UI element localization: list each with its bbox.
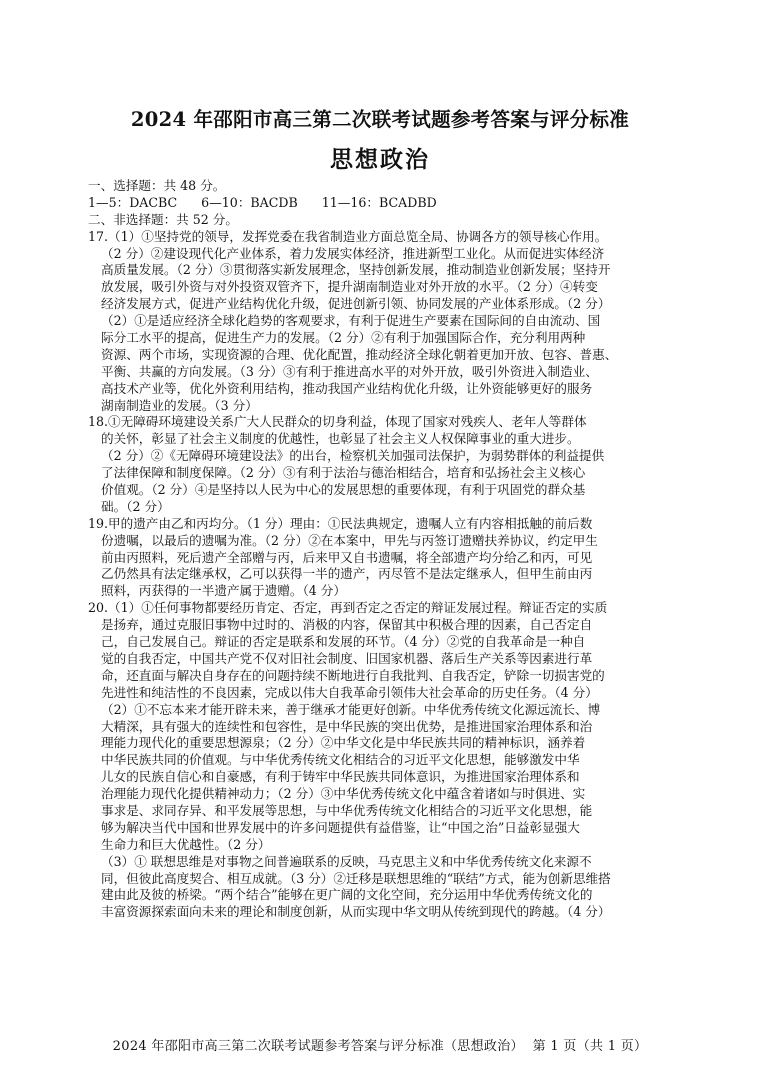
- text-line: 放发展，吸引外资与对外投资双管齐下，提升湖南制造业对外开放的水平。（2 分）④转变: [101, 279, 598, 295]
- text-line: 丰富资源探索面向未来的理论和制度创新，从而实现中华文明从传统到现代的跨越。（4 分）: [101, 904, 611, 920]
- text-line: 价值观。（2 分）④是坚持以人民为中心的发展思想的重要体现，有利于巩固党的群众基: [101, 482, 586, 498]
- text-line: 照料，丙获得的一半遗产属于遗赠。（4 分）: [101, 583, 346, 599]
- page-footer: 2024 年邵阳市高三第二次联考试题参考答案与评分标准（思想政治） 第 1 页（共 1 页）: [112, 1039, 648, 1054]
- text-line: 理能力现代化的重要思想源泉；（2 分）②中华文化是中华民族共同的精神标识，涵养着: [101, 735, 586, 751]
- text-line: 儿女的民族自信心和自豪感，有利于铸牢中华民族共同体意识，为推进国家治理体系和: [101, 769, 580, 785]
- text-line: （2 分）②《无障碍环境建设法》的出台，检察机关加强司法保护，为弱势群体的利益提供: [101, 448, 605, 464]
- text-line: 经济发展方式，促进产业结构优化升级，促进创新引领、协同发展的产业体系形成。（2 分）: [101, 296, 611, 312]
- text-line: 同，但彼此高度契合、相互成就。（3 分）②迁移是联想思维的“联结”方式，能为创新思维搭: [101, 870, 611, 886]
- text-line: 先进性和纯洁性的不良因素，完成以伟大自我革命引领伟大社会革命的历史任务。（4 分）: [101, 684, 598, 700]
- text-line: 大精深，具有强大的连续性和包容性，是中华民族的突出优势，是推进国家治理体系和治: [101, 718, 593, 734]
- text-line: （2）①是适应经济全球化趋势的客观要求，有利于促进生产要素在国际间的自由流动、国: [101, 313, 601, 329]
- text-line: 够为解决当代中国和世界发展中的许多问题提供有益借鉴，让“中国之治”日益彰显强大: [101, 819, 580, 835]
- text-line: 命，还直面与解决自身存在的问题持续不断地进行自我批判、自我否定，铲除一切损害党的: [101, 667, 605, 683]
- text-line: 际分工水平的提高，促进生产力的发展。（2 分）②有利于加强国际合作，充分利用两种: [101, 330, 586, 346]
- subject-title: 思想政治: [330, 146, 430, 173]
- text-line: （3）① 联想思维是对事物之间普遍联系的反映，马克思主义和中华优秀传统文化来源不: [101, 853, 592, 869]
- text-line: 的关怀，彰显了社会主义制度的优越性，也彰显了社会主义人权保障事业的重大进步。: [101, 431, 580, 447]
- text-line: 1—5：DACBC 6—10：BACDB 11—16：BCADBD: [88, 194, 437, 210]
- text-line: 18.①无障碍环境建设关系广大人民群众的切身利益，体现了国家对残疾人、老年人等群体: [88, 414, 587, 430]
- text-line: 前由丙照料，死后遗产全部赠与丙，后来甲又自书遗嘱，将全部遗产均分给乙和丙，可见: [101, 549, 593, 565]
- text-line: 17.（1）①坚持党的领导，发挥党委在我省制造业方面总览全局、协调各方的领导核心作用。: [88, 228, 608, 244]
- text-line: 治理能力现代化提供精神动力；（2 分）③中华优秀传统文化中蕴含着诸如与时俱进、实: [101, 786, 586, 802]
- text-line: 高质量发展。（2 分）③贯彻落实新发展理念，坚持创新发展，推动制造业创新发展；坚持开: [101, 262, 611, 278]
- text-line: 己，自己发展自己。辩证的否定是联系和发展的环节。（4 分）②党的自我革命是一种自: [101, 634, 586, 650]
- text-line: （2）①不忘本来才能开辟未来，善于继承才能更好创新。中华优秀传统文化源远流长、博: [101, 701, 601, 717]
- text-line: 了法律保障和制度保障。（2 分）③有利于法治与德治相结合，培育和弘扬社会主义核心: [101, 465, 586, 481]
- text-line: 觉的自我否定，中国共产党不仅对旧社会制度、旧国家机器、落后生产关系等因素进行革: [101, 650, 593, 666]
- text-line: 中华民族共同的价值观。与中华优秀传统文化相结合的习近平文化思想，能够激发中华: [101, 752, 580, 768]
- text-line: 乙仍然具有法定继承权，乙可以获得一半的遗产，丙尽管不是法定继承人，但甲生前由丙: [101, 566, 593, 582]
- text-line: 建由此及彼的桥梁。“两个结合”能够在更广阔的文化空间，充分运用中华优秀传统文化的: [101, 887, 593, 903]
- text-line: 平衡、共赢的方向发展。（3 分）③有利于推进高水平的对外开放，吸引外资进入制造业、: [101, 363, 598, 379]
- text-line: 份遗嘱，以最后的遗嘱为准。（2 分）②在本案中，甲先与丙签订遗赠扶养协议，约定甲生: [101, 532, 598, 548]
- text-line: 湖南制造业的发展。（3 分）: [101, 397, 258, 413]
- answer-content: [88, 178, 686, 921]
- text-line: 二、非选择题：共 52 分。: [88, 211, 238, 227]
- text-line: 础。（2 分）: [101, 498, 170, 514]
- text-line: 是扬弃，通过克服旧事物中过时的、消极的内容，保留其中积极合理的因素，自己否定自: [101, 617, 593, 633]
- text-line: 19.甲的遗产由乙和丙均分。（1 分）理由：①民法典规定，遗嘱人立有内容相抵触的前后数: [88, 515, 593, 531]
- text-line: 生命力和巨大优越性。（2 分）: [101, 836, 271, 852]
- text-line: （2 分）②建设现代化产业体系，着力发展实体经济，推进新型工业化。从而促进实体经济: [101, 245, 605, 261]
- text-line: 高技术产业等，优化外资利用结构，推动我国产业结构优化升级，让外资能够更好的服务: [101, 380, 593, 396]
- text-line: 一、选择题：共 48 分。: [88, 178, 226, 193]
- text-line: 20.（1）①任何事物都要经历肯定、否定，再到否定之否定的辩证发展过程。辩证否定的实质: [88, 600, 608, 616]
- text-line: 资源、两个市场，实现资源的合理、优化配置，推动经济全球化朝着更加开放、包容、普惠、: [101, 346, 618, 362]
- text-line: 事求是、求同存异、和平发展等思想，与中华优秀传统文化相结合的习近平文化思想，能: [101, 802, 593, 818]
- page-title: 2024 年邵阳市高三第二次联考试题参考答案与评分标准: [130, 108, 630, 131]
